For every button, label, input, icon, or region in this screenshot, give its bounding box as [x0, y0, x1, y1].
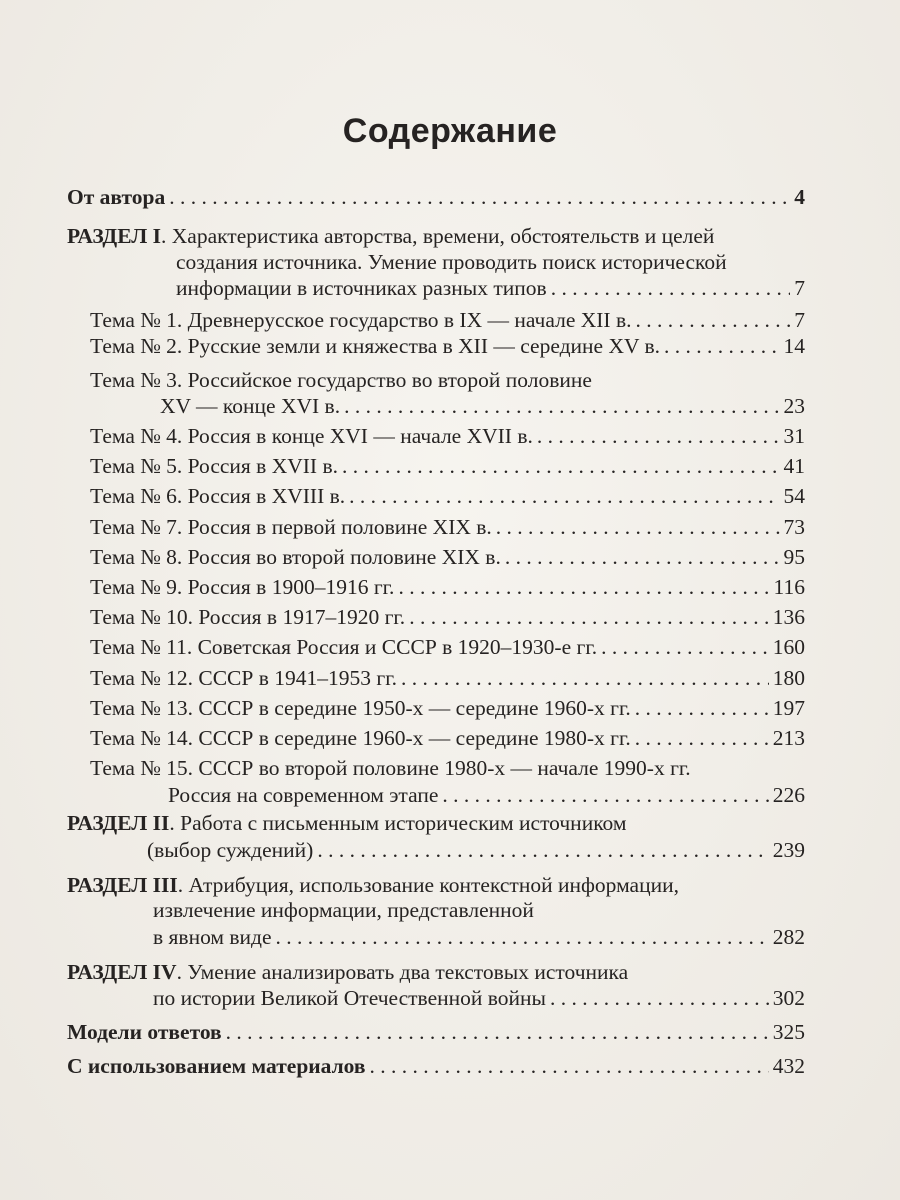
entry-label: Тема № 9. Россия в 1900–1916 гг. [90, 575, 395, 599]
section-prefix: РАЗДЕЛ II [67, 811, 170, 835]
entry-label: Тема № 13. СССР в середине 1950-х — середине 1960-х гг. [90, 696, 631, 720]
page-number: 160 [772, 635, 805, 659]
entry-continuation [176, 275, 805, 301]
toc-entry-topic-4[interactable] [90, 423, 805, 449]
entry-label: Тема № 2. Русские земли и княжества в XII — середине XV в. [90, 334, 661, 358]
dot-leader [635, 695, 769, 721]
toc-entry-topic-13[interactable] [90, 695, 805, 721]
entry-label: создания источника. Умение проводить поиск исторической [176, 250, 727, 274]
page-number: 302 [772, 986, 805, 1010]
dot-leader [344, 393, 779, 419]
toc-entry-topic-3[interactable] [90, 367, 592, 393]
toc-entry-topic-15[interactable] [90, 755, 691, 781]
dot-leader [496, 514, 780, 540]
entry-continuation [153, 985, 805, 1011]
section-prefix: РАЗДЕЛ III [67, 873, 178, 897]
page-number: 73 [783, 515, 805, 539]
entry-label: Тема № 14. СССР в середине 1960-х — середине 1980-х гг. [90, 726, 631, 750]
entry-label: Модели ответов [67, 1020, 222, 1044]
page-number: 95 [783, 545, 805, 569]
page-number: 41 [783, 454, 805, 478]
dot-leader [664, 333, 779, 359]
entry-continuation [153, 897, 534, 923]
dot-leader [442, 782, 768, 808]
dot-leader [409, 604, 769, 630]
toc-entry-materials[interactable] [67, 1053, 805, 1079]
entry-continuation [160, 393, 805, 419]
page-number: 7 [794, 308, 805, 332]
page-number: 432 [772, 1054, 805, 1078]
entry-label: Характеристика авторства, времени, обстоятельств и целей [171, 224, 715, 248]
page-number: 136 [772, 605, 805, 629]
toc-entry-topic-12[interactable] [90, 665, 805, 691]
toc-entry-topic-10[interactable] [90, 604, 805, 630]
page-number: 282 [772, 925, 805, 949]
page-number: 239 [772, 838, 805, 862]
page-number: 116 [773, 575, 805, 599]
entry-continuation [168, 782, 805, 808]
entry-label: С использованием материалов [67, 1054, 366, 1078]
page-number: 14 [783, 334, 805, 358]
section-prefix: РАЗДЕЛ I [67, 224, 162, 248]
entry-continuation [176, 249, 727, 275]
page-number: 23 [783, 394, 805, 418]
toc-entry-topic-8[interactable] [90, 544, 805, 570]
entry-label: Умение анализировать два текстовых источника [187, 960, 629, 984]
toc-entry-topic-14[interactable] [90, 725, 805, 751]
entry-label: Тема № 8. Россия во второй половине XIX в. [90, 545, 501, 569]
dot-leader [505, 544, 780, 570]
entry-label: Атрибуция, использование контекстной информации, [188, 873, 679, 897]
entry-label: Тема № 4. Россия в конце XVI — начале XVII в. [90, 424, 533, 448]
dot-leader [550, 985, 769, 1011]
entry-label: извлечение информации, представленной [153, 898, 534, 922]
entry-label: в явном виде [153, 925, 272, 949]
toc-entry-section-1[interactable]: РАЗДЕЛ I . Характеристика авторства, времени, обстоятельств и целей [67, 224, 715, 248]
section-prefix: РАЗДЕЛ IV [67, 960, 177, 984]
dot-leader [537, 423, 780, 449]
page-number: 4 [794, 185, 805, 209]
entry-label: Тема № 3. Российское государство во второй половине [90, 368, 592, 392]
entry-label: Тема № 5. Россия в XVII в. [90, 454, 338, 478]
page-number: 226 [772, 783, 805, 807]
dot-leader [398, 574, 769, 600]
toc-entry-topic-5[interactable] [90, 453, 805, 479]
dot-leader [349, 483, 779, 509]
page-number: 213 [772, 726, 805, 750]
entry-label: Работа с письменным историческим источником [180, 811, 627, 835]
entry-label: Тема № 15. СССР во второй половине 1980-х — начале 1990-х гг. [90, 756, 691, 780]
entry-label: (выбор суждений) [147, 838, 314, 862]
page-number: 197 [772, 696, 805, 720]
entry-continuation [147, 837, 805, 863]
entry-label: XV — конце XVI в. [160, 394, 341, 418]
entry-continuation [153, 924, 805, 950]
entry-label: Тема № 7. Россия в первой половине XIX в. [90, 515, 492, 539]
dot-leader [276, 924, 769, 950]
page-number: 7 [794, 276, 805, 300]
dot-leader [169, 184, 790, 210]
toc-entry-topic-2[interactable] [90, 333, 805, 359]
entry-label: Тема № 12. СССР в 1941–1953 гг. [90, 666, 397, 690]
toc-entry-section-3[interactable]: РАЗДЕЛ III . Атрибуция, использование контекстной информации, [67, 873, 679, 897]
toc-entry-topic-1[interactable] [90, 307, 805, 333]
page-number: 180 [772, 666, 805, 690]
toc-entry-topic-6[interactable] [90, 483, 805, 509]
dot-leader [635, 307, 790, 333]
entry-label: Россия на современном этапе [168, 783, 439, 807]
dot-leader [226, 1019, 769, 1045]
dot-leader [635, 725, 769, 751]
dot-leader [601, 634, 769, 660]
entry-label: информации в источниках разных типов [176, 276, 547, 300]
toc-entry-section-2[interactable]: РАЗДЕЛ II . Работа с письменным историческим источником [67, 811, 627, 835]
entry-label: От автора [67, 185, 166, 209]
page-title: Содержание [342, 112, 558, 150]
toc-entry-from-author[interactable] [67, 184, 805, 210]
dot-leader [317, 837, 768, 863]
toc-entry-section-4[interactable]: РАЗДЕЛ IV . Умение анализировать два текстовых источника [67, 960, 629, 984]
entry-label: Тема № 6. Россия в XVIII в. [90, 484, 346, 508]
dot-leader [370, 1053, 769, 1079]
entry-label: Тема № 1. Древнерусское государство в IX — начале XII в. [90, 308, 632, 332]
toc-entry-topic-7[interactable] [90, 514, 805, 540]
page-number: 325 [772, 1020, 805, 1044]
entry-label: Тема № 11. Советская Россия и СССР в 1920–1930-е гг. [90, 635, 598, 659]
toc-entry-answers[interactable] [67, 1019, 805, 1045]
dot-leader [342, 453, 780, 479]
dot-leader [401, 665, 769, 691]
dot-leader [551, 275, 791, 301]
entry-label: Тема № 10. Россия в 1917–1920 гг. [90, 605, 406, 629]
page-number: 31 [783, 424, 805, 448]
page-number: 54 [783, 484, 805, 508]
entry-label: по истории Великой Отечественной войны [153, 986, 546, 1010]
toc-entry-topic-11[interactable] [90, 634, 805, 660]
toc-entry-topic-9[interactable] [90, 574, 805, 600]
